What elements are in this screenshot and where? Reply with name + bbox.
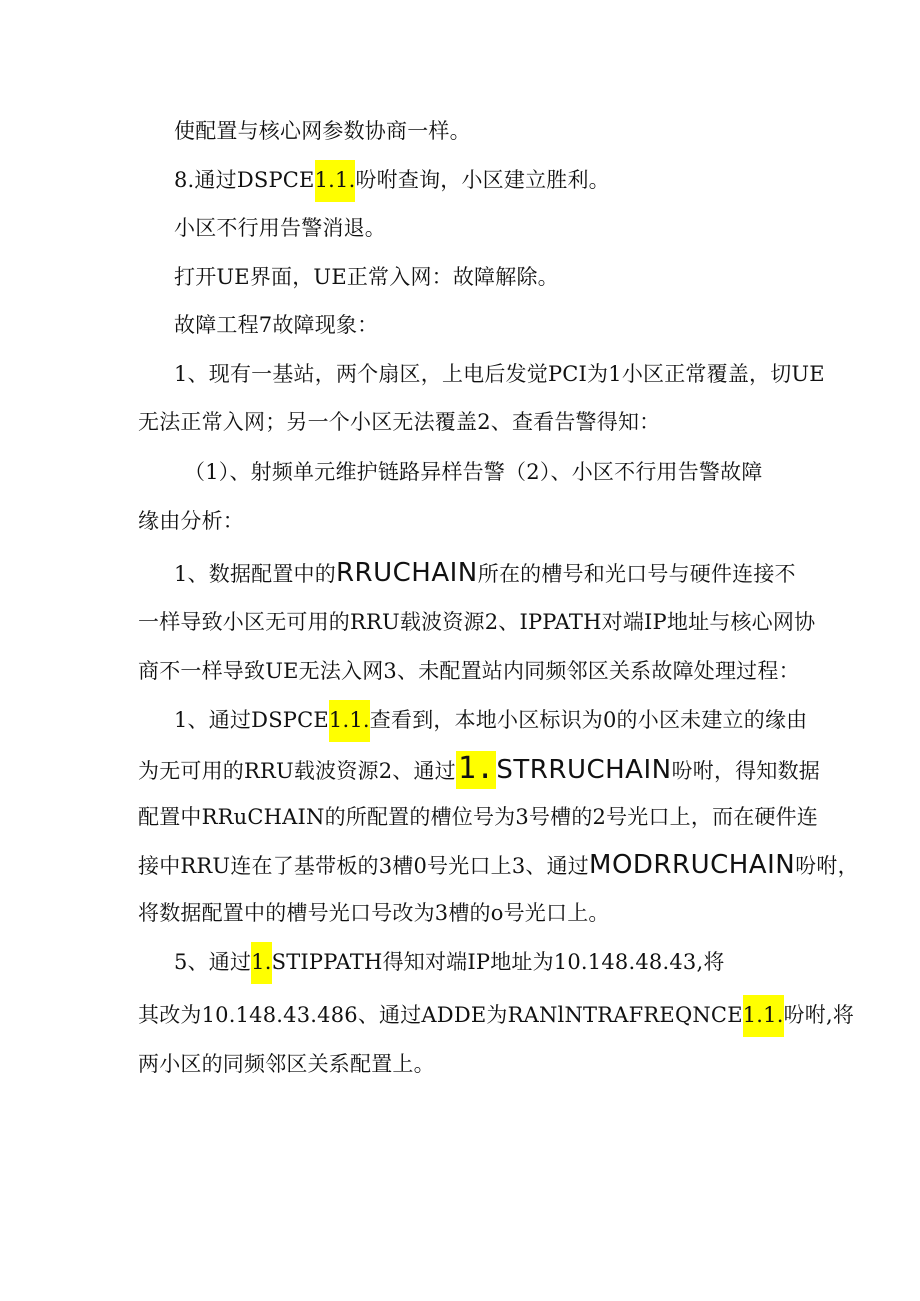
text: 一样导致小区无可用的RRU载波资源2、IPPATH对端IP地址与核心网协 — [138, 610, 816, 634]
paragraph-line — [138, 803, 818, 831]
highlight-mark: 1.1. — [329, 700, 370, 742]
text: 吩咐， — [795, 854, 859, 878]
text: 商不一样导致UE无法入网3、未配置站内同频邻区关系故障处理过程： — [138, 659, 800, 683]
text: 吩咐,将 — [783, 1003, 855, 1027]
large-code-text: STRRUCHAIN — [496, 755, 672, 785]
highlight-mark: 1. — [251, 942, 271, 984]
text: 吩咐查询，小区建立胜利。 — [355, 168, 610, 192]
text: 接中RRU连在了基带板的3槽0号光口上3、通过 — [138, 854, 590, 878]
paragraph-line — [184, 458, 763, 486]
text: 5、通过 — [174, 950, 252, 974]
text: 故障工程7故障现象： — [174, 313, 379, 337]
text: 为无可用的RRU载波资源2、通过 — [138, 759, 456, 783]
text: 缘由分析： — [138, 509, 244, 533]
text: 使配置与核心网参数协商一样。 — [174, 119, 471, 143]
paragraph-line — [174, 706, 807, 734]
paragraph-line — [174, 263, 559, 291]
paragraph-line — [138, 408, 660, 436]
highlight-mark: 1.1. — [743, 995, 784, 1037]
paragraph-line — [138, 751, 820, 786]
text: 两小区的同频邻区关系配置上。 — [138, 1052, 435, 1076]
paragraph-line — [174, 360, 825, 388]
paragraph-line — [174, 214, 386, 242]
paragraph-line — [174, 117, 471, 145]
text: 所在的槽号和光口号与硬件连接不 — [477, 562, 796, 586]
large-code-text: RRUCHAIN — [335, 558, 478, 588]
paragraph-line — [138, 657, 800, 685]
text: 小区不行用告警消退。 — [174, 216, 386, 240]
large-code-text: MODRRUCHAIN — [589, 850, 796, 880]
text: 1、数据配置中的 — [174, 562, 336, 586]
paragraph-line — [138, 608, 815, 636]
paragraph-line — [174, 559, 796, 588]
paragraph-line — [138, 1001, 854, 1029]
text: 打开UE界面，UE正常入网：故障解除。 — [174, 265, 559, 289]
highlight-mark: 1.1. — [315, 160, 356, 202]
text: 配置中RRuCHAIN的所配置的槽位号为3号槽的2号光口上，而在硬件连 — [138, 805, 819, 829]
text: 1、现有一基站，两个扇区，上电后发觉PCI为1小区正常覆盖，切UE — [174, 362, 825, 386]
text: 吩咐，得知数据 — [671, 759, 820, 783]
paragraph-line — [138, 1050, 435, 1078]
text: 查看到，本地小区标识为0的小区未建立的缘由 — [369, 708, 808, 732]
highlight-mark: 1. — [456, 751, 497, 789]
text: 其改为10.148.43.486、通过ADDE为RANlNTRAFREQNCE — [138, 1003, 743, 1027]
paragraph-line — [174, 166, 610, 194]
paragraph-line — [138, 507, 244, 535]
text: 8.通过DSPCE — [174, 168, 315, 192]
paragraph-line — [138, 851, 859, 880]
text: STIPPATH得知对端IP地址为10.148.48.43,将 — [271, 950, 725, 974]
paragraph-line — [174, 948, 725, 976]
text: 无法正常入网；另一个小区无法覆盖2、查看告警得知： — [138, 410, 661, 434]
paragraph-line — [138, 899, 610, 927]
text: 1、通过DSPCE — [174, 708, 329, 732]
paragraph-line — [174, 311, 378, 339]
text: （1）、射频单元维护链路异样告警（2）、小区不行用告警故障 — [184, 460, 763, 484]
text: 将数据配置中的槽号光口号改为3槽的o号光口上。 — [138, 901, 610, 925]
